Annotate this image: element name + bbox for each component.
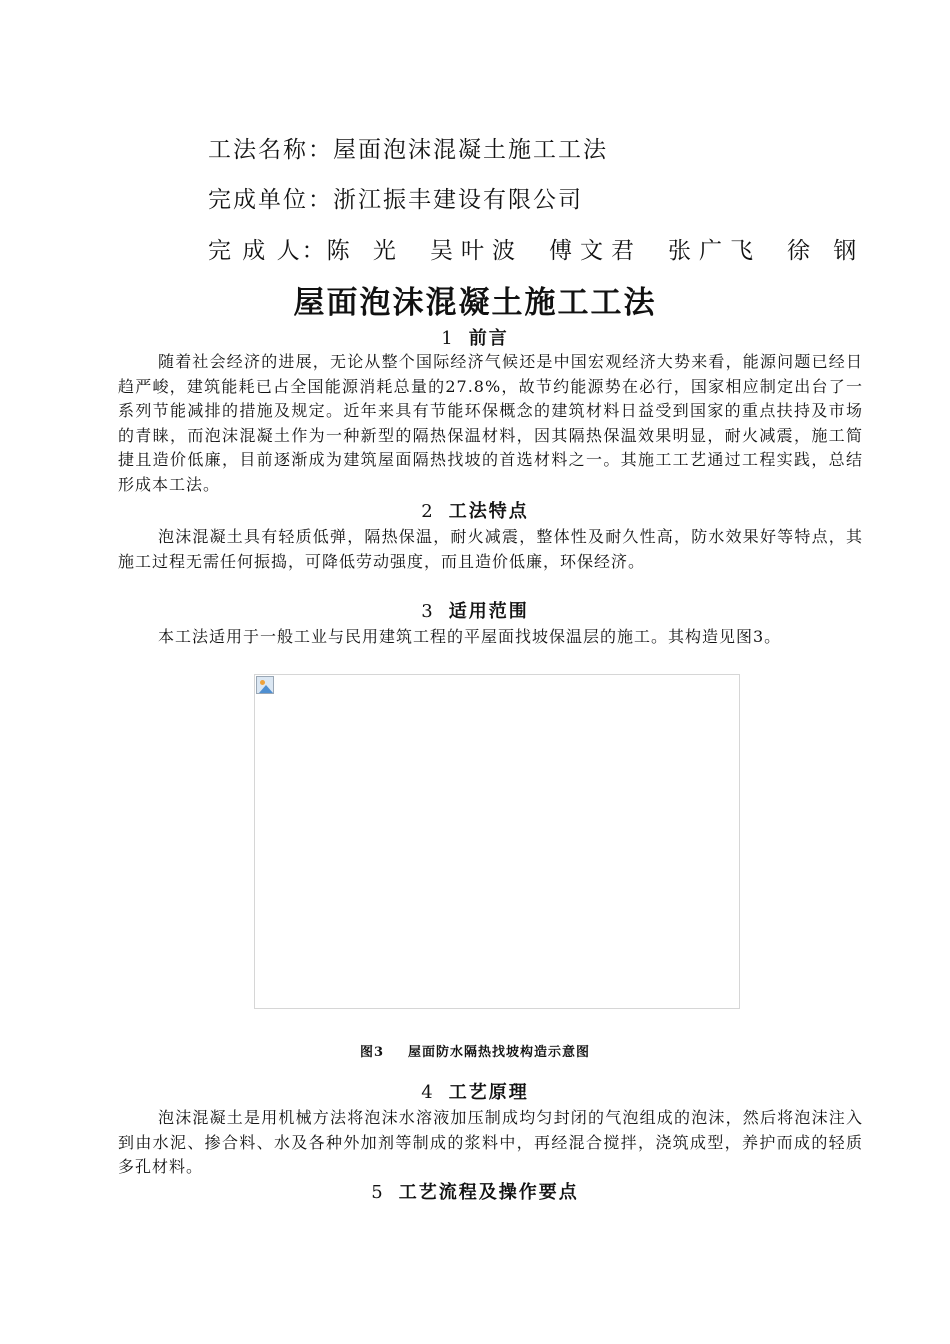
section-number: 1	[441, 328, 455, 349]
section-heading-5	[0, 1181, 950, 1205]
section-number: 4	[421, 1082, 435, 1103]
document-title: 屋面泡沫混凝土施工工法	[293, 285, 657, 321]
unit-line	[208, 186, 583, 214]
figure-caption-text: 屋面防水隔热找坡构造示意图	[408, 1045, 591, 1060]
people-line	[208, 237, 864, 265]
figure-caption	[0, 1043, 950, 1063]
section-title: 适用范围	[448, 601, 529, 622]
section-heading-1	[0, 327, 950, 351]
person-name: 张广飞	[667, 238, 761, 264]
person-name: 傅文君	[548, 238, 642, 264]
section-heading-2	[0, 500, 950, 524]
section-title: 工艺原理	[448, 1082, 529, 1103]
broken-image-icon	[256, 676, 274, 694]
section-paragraph-2: 泡沫混凝土具有轻质低弹，隔热保温，耐火减震，整体性及耐久性高，防水效果好等特点，其施工过程无需任何振捣，可降低劳动强度，而且造价低廉，环保经济。	[118, 527, 863, 571]
section-title: 工艺流程及操作要点	[398, 1182, 579, 1203]
section-heading-3	[0, 600, 950, 624]
section-title: 前言	[468, 328, 509, 349]
person-name: 徐 钢	[786, 238, 865, 264]
section-number: 3	[421, 601, 435, 622]
section-number: 5	[371, 1182, 385, 1203]
section-paragraph-1: 随着社会经济的进展，无论从整个国际经济气候还是中国宏观经济大势来看，能源问题已经日趋严峻，建筑能耗已占全国能源消耗总量的27.8%，故节约能源势在必行，国家相应制定出台了一系列节能减排的措施及规定。近年来具有节能环保概念的建筑材料日益受到国家的重点扶持及市场的青睐，而泡沫混凝土作为一种新型的隔热保温材料，因其隔热保温效果明显，耐火减震，施工简捷且造价低廉，目前逐渐成为建筑屋面隔热找坡的首选材料之一。其施工工艺通过工程实践，总结形成本工法。	[118, 352, 863, 494]
figure-number: 图3	[359, 1045, 385, 1060]
people-label: 完 成 人：	[208, 238, 327, 264]
method-name-line	[208, 136, 608, 164]
figure-placeholder	[254, 674, 740, 1009]
section-number: 2	[421, 501, 435, 522]
section-title: 工法特点	[448, 501, 529, 522]
section-heading-4	[0, 1081, 950, 1105]
method-name-label: 工法名称：	[208, 137, 333, 163]
method-name-value: 屋面泡沫混凝土施工工法	[333, 137, 608, 163]
unit-label: 完成单位：	[208, 187, 333, 213]
section-paragraph-4: 泡沫混凝土是用机械方法将泡沫水溶液加压制成均匀封闭的气泡组成的泡沫，然后将泡沫注入到由水泥、掺合料、水及各种外加剂等制成的浆料中，再经混合搅拌，浇筑成型，养护而成的轻质多孔材料。	[118, 1108, 863, 1176]
section-paragraph-3: 本工法适用于一般工业与民用建筑工程的平屋面找坡保温层的施工。其构造见图3。	[158, 627, 782, 646]
person-name: 陈 光	[326, 238, 404, 264]
unit-value: 浙江振丰建设有限公司	[333, 187, 583, 213]
person-name: 吴叶波	[429, 238, 523, 264]
